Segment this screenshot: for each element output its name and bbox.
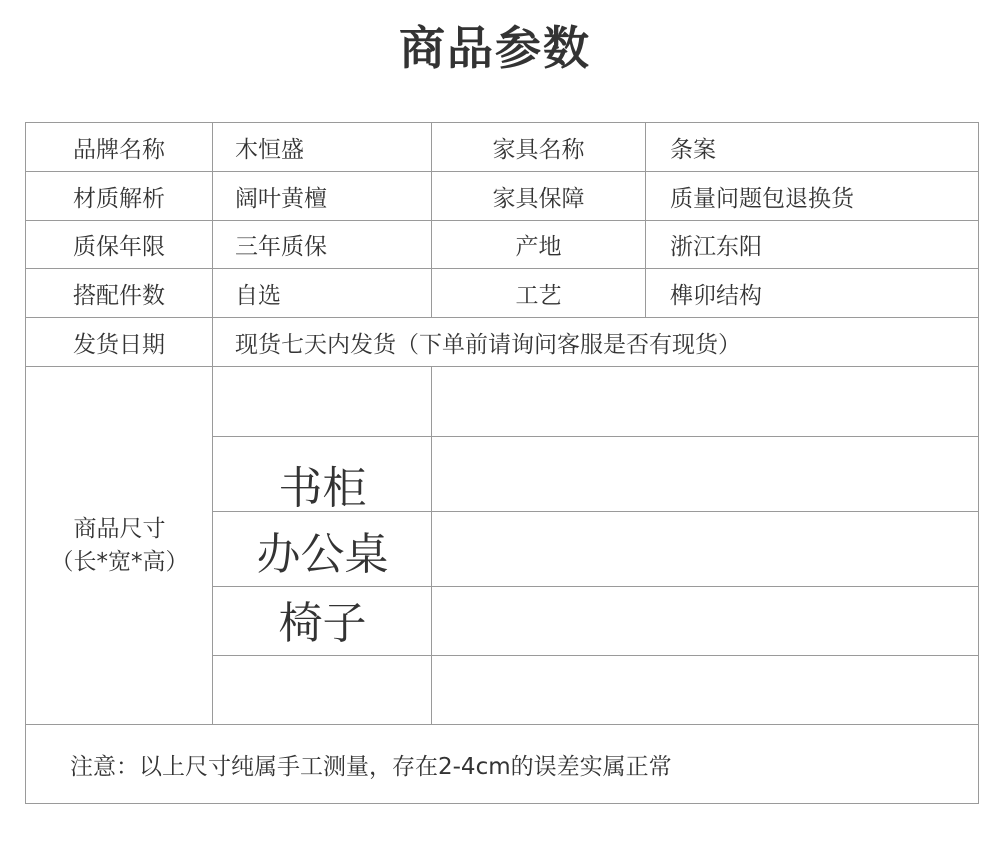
warranty-value: 三年质保 [235, 234, 327, 260]
material-label: 材质解析 [73, 185, 165, 212]
delivery-label: 发货日期 [73, 331, 165, 358]
craft-value: 榫卯结构 [670, 282, 762, 309]
origin-label: 产地 [515, 234, 562, 260]
size-label [26, 367, 213, 724]
pieces-label: 搭配件数 [73, 282, 165, 309]
product-params-table [25, 122, 979, 804]
brand-value: 木恒盛 [235, 136, 304, 163]
page-title: 商品参数 [399, 21, 591, 75]
pieces-value: 自选 [235, 282, 281, 309]
craft-label: 工艺 [515, 282, 562, 309]
size-label-line2: （长*宽*高） [50, 548, 189, 575]
furniture-name-label: 家具名称 [492, 136, 585, 163]
size-item-desk: 办公桌 [256, 529, 389, 580]
furniture-name-value: 条案 [670, 136, 716, 163]
guarantee-value: 质量问题包退换货 [670, 185, 854, 212]
material-value: 阔叶黄檀 [235, 185, 327, 212]
size-label-line1: 商品尺寸 [73, 515, 166, 542]
size-item-bookcase: 书柜 [278, 463, 367, 514]
size-row-divider [213, 655, 978, 656]
size-item-chair: 椅子 [278, 598, 367, 649]
col-divider [645, 123, 646, 317]
size-row-divider [213, 436, 978, 437]
origin-value: 浙江东阳 [670, 234, 762, 260]
warranty-label: 质保年限 [73, 234, 165, 260]
brand-label: 品牌名称 [73, 136, 165, 163]
guarantee-label: 家具保障 [492, 185, 585, 212]
measurement-note: 注意：以上尺寸纯属手工测量，存在2-4cm的误差实属正常 [70, 753, 672, 780]
delivery-value: 现货七天内发货（下单前请询问客服是否有现货） [235, 331, 741, 358]
